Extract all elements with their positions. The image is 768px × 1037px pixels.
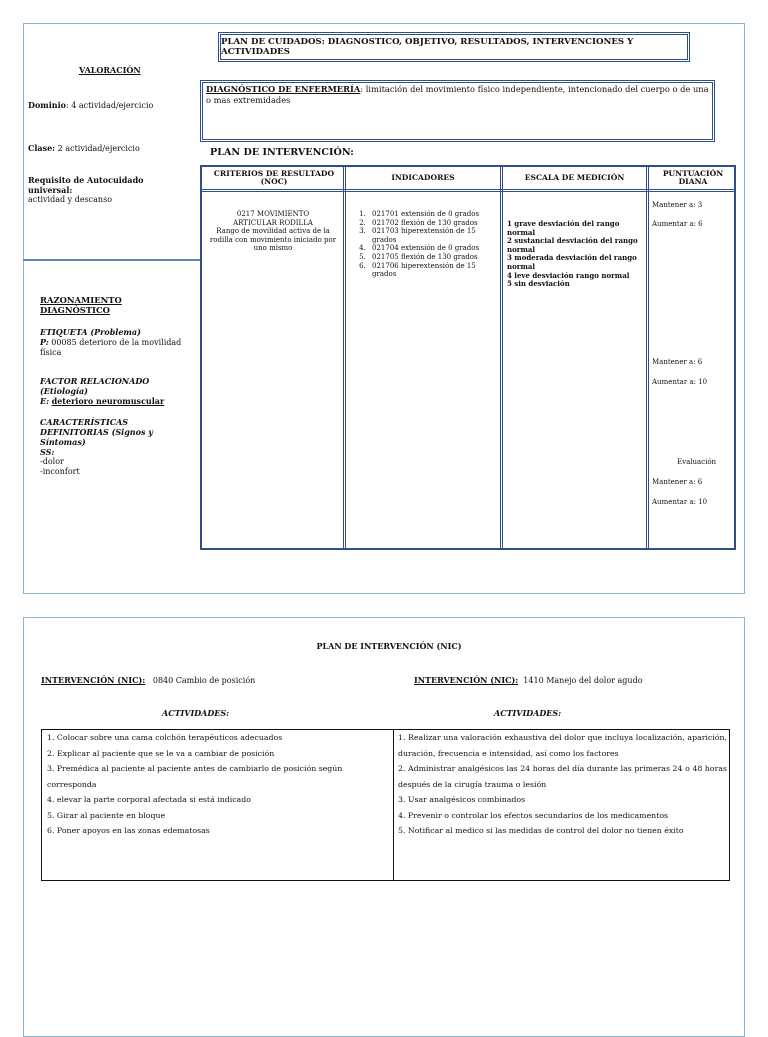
factor-value: deterioro neuromuscular bbox=[51, 396, 165, 406]
nic-left-item: 3. Premédica al paciente al paciente antes de cambiarlo de posición según corresponda bbox=[47, 764, 343, 789]
score-a1: Aumentar a: 6 bbox=[652, 220, 703, 228]
header-escala: ESCALA DE MEDICIÓN bbox=[524, 172, 625, 182]
clase-value: 2 actividad/ejercicio bbox=[55, 144, 140, 153]
valoracion-heading: VALORACIÓN bbox=[79, 65, 141, 75]
nic-left-intervention bbox=[41, 675, 255, 686]
ss-label: SS: bbox=[40, 447, 55, 457]
requisito-label: Requisito de Autocuidado universal: bbox=[28, 175, 144, 195]
plan-title: PLAN DE CUIDADOS: DIAGNOSTICO, OBJETIVO, RESULTADOS, INTERVENCIONES Y ACTIVIDADES bbox=[218, 32, 690, 62]
etiqueta-line bbox=[40, 337, 190, 358]
nic-left-item: 5. Girar al paciente en bloque bbox=[47, 810, 166, 820]
requisito bbox=[28, 175, 188, 205]
indicator-item: 3. 021703 hiperextensión de 15 grados bbox=[368, 227, 495, 244]
nic-left-label: INTERVENCIÓN (NIC): bbox=[41, 675, 146, 685]
indicator-item: 1. 021701 extensión de 0 grados bbox=[368, 210, 495, 219]
razonamiento-block bbox=[40, 295, 190, 477]
etiqueta-value: 00085 deterioro de la movilidad física bbox=[40, 338, 182, 357]
scale-item: 4 leve desviación rango normal bbox=[507, 270, 630, 280]
nic-left-item: 6. Poner apoyos en las zonas edematosas bbox=[47, 826, 210, 835]
indicadores-cell bbox=[350, 210, 495, 279]
score-evaluacion: Evaluación bbox=[677, 458, 717, 466]
razonamiento-title: RAZONAMIENTO DIAGNÓSTICO bbox=[40, 295, 122, 315]
scale-item: 2 sustancial desviación del rango normal bbox=[507, 236, 638, 254]
score-a3: Aumentar a: 10 bbox=[652, 498, 708, 506]
noc-cell bbox=[206, 210, 340, 253]
etiqueta-label: ETIQUETA (Problema) bbox=[40, 327, 141, 337]
clase bbox=[28, 143, 140, 154]
nic-right-item: 2. Administrar analgésicos las 24 horas del día durante las primeras 24 o 48 horas después de la cirugía trauma o lesión bbox=[398, 764, 727, 789]
factor-line bbox=[40, 396, 190, 407]
table-col-divider bbox=[646, 167, 649, 548]
header-noc: CRITERIOS DE RESULTADO (NOC) bbox=[213, 168, 335, 186]
etiqueta-p: P: bbox=[40, 337, 49, 347]
noc-desc: Rango de movilidad activa de la rodilla con movimiento iniciado por uno mismo bbox=[209, 227, 337, 253]
nic-title: PLAN DE INTERVENCIÓN (NIC) bbox=[316, 641, 462, 651]
nic-right-item: 1. Realizar una valoración exhaustiva del dolor que incluya localización, aparición, duración, frecuencia e intensidad, así como los factores bbox=[398, 733, 727, 758]
nic-right-label: INTERVENCIÓN (NIC): bbox=[414, 675, 519, 685]
ss-item: -inconfort bbox=[40, 467, 80, 476]
factor-label: FACTOR RELACIONADO (Etiología) bbox=[40, 376, 150, 396]
indicator-item: 4. 021704 extensión de 0 grados bbox=[368, 244, 495, 253]
table-col-divider bbox=[343, 167, 346, 548]
nic-right-value: 1410 Manejo del dolor agudo bbox=[520, 676, 643, 685]
diagnostico-label: DIAGNÓSTICO DE ENFERMERÍA bbox=[206, 84, 361, 94]
ss-item: -dolor bbox=[40, 457, 64, 466]
diagnostico-value: : limitación del movimiento físico independiente, intencionado del cuerpo o de una o mas extremidades bbox=[206, 84, 709, 105]
requisito-value: actividad y descanso bbox=[28, 195, 113, 204]
caracteristicas-label: CARACTERÍSTICAS DEFINITORIAS (Signos y Síntomas) bbox=[40, 417, 153, 447]
header-puntuacion: PUNTUACIÓN DIANA bbox=[662, 168, 724, 186]
escala-cell bbox=[507, 220, 643, 289]
score-a2: Aumentar a: 10 bbox=[652, 378, 708, 386]
indicator-item: 5. 021705 flexión de 130 grados bbox=[368, 253, 495, 262]
indicator-item: 6. 021706 hiperextensión de 15 grados bbox=[368, 262, 495, 279]
nic-activities-table bbox=[41, 729, 730, 881]
nic-right-item: 5. Notificar al medico si las medidas de control del dolor no tienen éxito bbox=[398, 826, 684, 835]
indicator-item: 2. 021702 flexión de 130 grados bbox=[368, 219, 495, 228]
scale-item: 1 grave desviación del rango normal bbox=[507, 219, 620, 237]
table-header-line bbox=[202, 189, 734, 192]
score-m1: Mantener a: 3 bbox=[652, 201, 703, 209]
dominio bbox=[28, 100, 153, 111]
header-indicadores: INDICADORES bbox=[391, 172, 455, 182]
actividades-right-heading: ACTIVIDADES: bbox=[494, 708, 562, 718]
scale-item: 5 sin desviación bbox=[507, 279, 570, 289]
page-1-separator-line bbox=[23, 259, 201, 261]
nic-right-activities bbox=[398, 730, 727, 839]
noc-title: 0217 MOVIMIENTO ARTICULAR RODILLA bbox=[233, 210, 313, 227]
score-m2: Mantener a: 6 bbox=[652, 358, 703, 366]
nic-right-item: 4. Prevenir o controlar los efectos secundarios de los medicamentos bbox=[398, 810, 669, 820]
nic-right-intervention bbox=[414, 675, 643, 686]
score-m3: Mantener a: 6 bbox=[652, 478, 703, 486]
nic-left-activities bbox=[47, 730, 389, 839]
nic-left-item: 4. elevar la parte corporal afectada si está indicado bbox=[47, 795, 251, 804]
actividades-left-heading: ACTIVIDADES: bbox=[162, 708, 230, 718]
clase-label: Clase: bbox=[28, 143, 56, 153]
nic-left-item: 2. Explicar al paciente que se le va a cambiar de posición bbox=[47, 748, 275, 758]
dominio-label: Dominio bbox=[28, 100, 66, 110]
nic-left-item: 1. Colocar sobre una cama colchón terapéuticos adecuados bbox=[47, 733, 283, 742]
dominio-value: : 4 actividad/ejercicio bbox=[65, 101, 154, 110]
noc-table bbox=[200, 165, 736, 550]
table-col-divider bbox=[500, 167, 503, 548]
plan-intervencion-heading: PLAN DE INTERVENCIÓN: bbox=[210, 147, 354, 158]
nic-table-divider bbox=[393, 730, 394, 880]
nic-left-value: 0840 Cambio de posición bbox=[152, 676, 256, 685]
scale-item: 3 moderada desviación del rango normal bbox=[507, 253, 637, 271]
factor-e: E: bbox=[40, 396, 50, 406]
nic-right-item: 3. Usar analgésicos combinados bbox=[398, 795, 526, 804]
diagnostico-box bbox=[200, 80, 715, 142]
